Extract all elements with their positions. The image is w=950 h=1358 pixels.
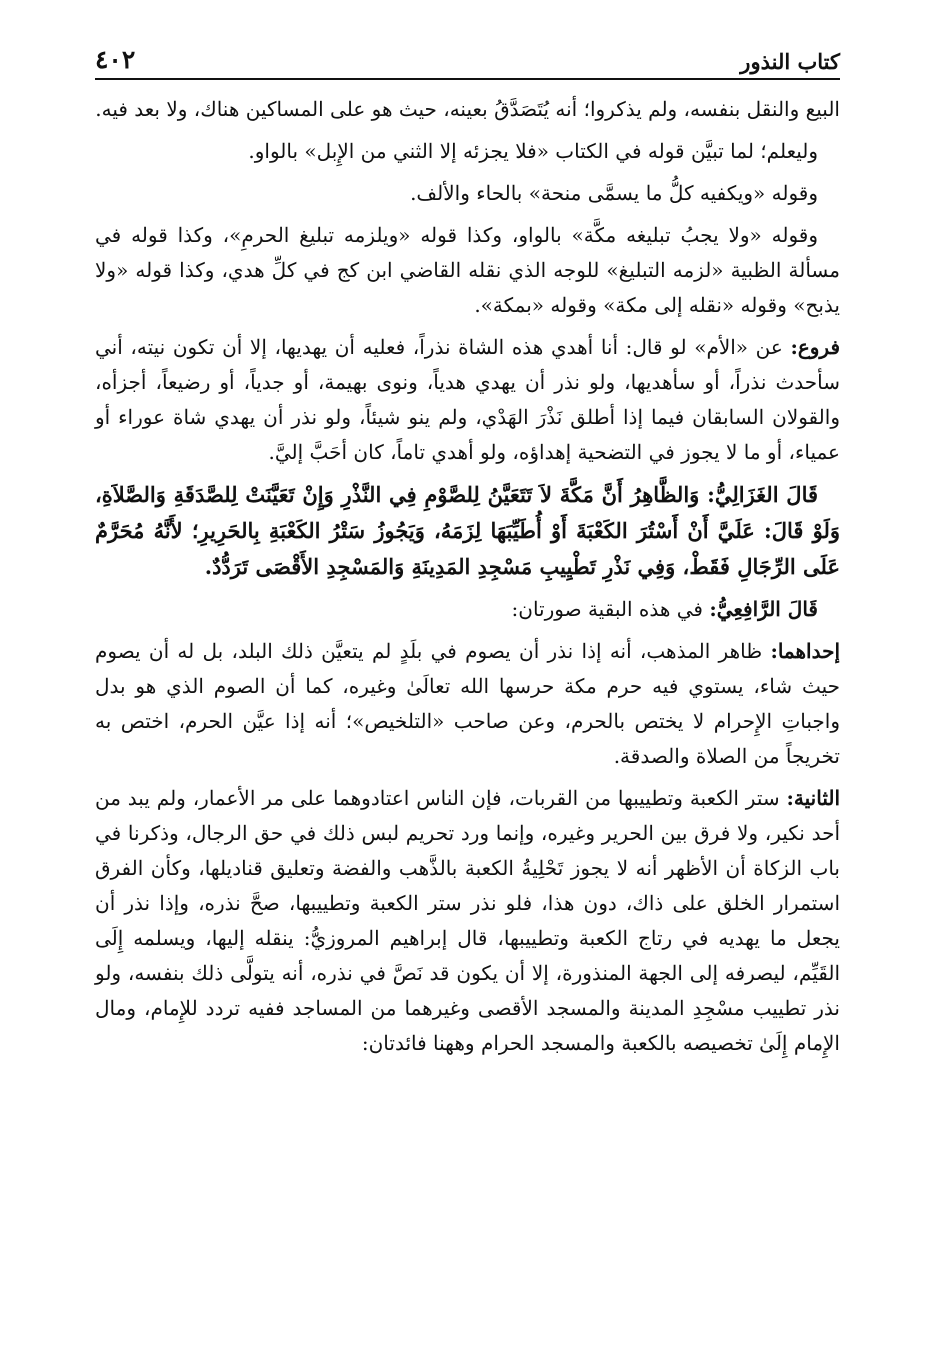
paragraph-text: ستر الكعبة وتطييبها من القربات، فإن الناس اعتادوهما على مر الأعمار، ولم يبد من أحد نكير، ولا فرق بين الحرير وغيره، وإنما ورد تحريم لبس ذلك في حق الرجال، وذكرنا في باب الزكاة أن الأظهر أنه لا يجوز تَحْلِيةُ الكعبة بالذَّهب والفضة وتعليق قناديلها، وكأن الفرق استمرار الخلق على ذاك، دون هذا، فلو نذر ستر الكعبة وتطييبها، صحَّ نذره، وإذا نذر أن يجعل ما يهديه في رتاج الكعبة وتطييبها، قال إبراهيم المروزيُّ: ينقله إليها، ويسلمه إِلَى القَيِّم، ليصرفه إلى الجهة المنذورة، إلا أن يكون قد نَصَّ في نذره، أنه يتولَّى ذلك بنفسه، ولو نذر تطييب مسْجِدِ المدينة والمسجد الأقصى وغيرهما من المساجد ففيه تردد للإِمام، ومال الإِمام إِلَىٰ تخصيصه بالكعبة والمسجد الحرام وههنا فائدتان: [95, 786, 840, 1055]
book-page [95, 40, 840, 1068]
paragraph-2 [95, 134, 840, 169]
speaker-label: قَالَ الغَزَالِيُّ: [707, 482, 819, 507]
paragraph-second-form [95, 781, 840, 1061]
paragraph-1 [95, 92, 840, 127]
paragraph-label: الثانية: [786, 786, 841, 810]
paragraph-text: البيع والنقل بنفسه، ولم يذكروا؛ أنه يُتَصَدَّقُ بعينه، حيث هو على المساكين هناك، ولا بعد فيه. [95, 97, 840, 121]
paragraph-text: وليعلم؛ لما تبيَّن قوله في الكتاب «فلا يجزئه إلا الثني من الإِبل» بالواو. [248, 139, 818, 163]
running-title: كتاب النذور [740, 49, 840, 74]
paragraph-label: إحداهما: [770, 639, 840, 663]
page-header [95, 40, 840, 80]
page-number: ٤٠٢ [95, 45, 136, 74]
paragraph-text: في هذه البقية صورتان: [511, 597, 703, 621]
paragraph-furu [95, 330, 840, 470]
paragraph-text: وقوله «ويكفيه كلُّ ما يسمَّى منحة» بالحاء والألف. [410, 181, 818, 205]
paragraph-text: ظاهر المذهب، أنه إذا نذر أن يصوم في بلَدٍ لم يتعيَّن ذلك البلد، بل له أن يصوم حيث شاء، يستوي فيه حرم مكة حرسها الله تعالَىٰ وغيره، كما أن الصوم الذي هو بدل واجباتِ الإِحرام لا يختص بالحرم، وعن صاحب «التلخيص»؛ أنه إذا عيَّن الحرم، اختص به تخريجاً من الصلاة والصدقة. [95, 639, 840, 768]
paragraph-label: فروع: [790, 335, 841, 359]
paragraph-text: وقوله «ولا يجبُ تبليغه مكَّة» بالواو، وكذا قوله «ويلزمه تبليغ الحرمِ»، وكذا قوله في مسألة الظبية «لزمه التبليغ» للوجه الذي نقله القاضي ابن كج في كلِّ هدي، وكذا قوله «ولا يذبح» وقوله «نقله إلى مكة» وقوله «بمكة». [95, 223, 840, 317]
page-body [95, 92, 840, 1061]
paragraph-first-form [95, 634, 840, 774]
quote-text: وَالظَّاهِرُ أَنَّ مَكَّةَ لاَ تَتَعَيَّنُ لِلصَّوْمِ فِي النَّذْرِ وَإِنْ تَعَيَّنَتْ لِلصَّدَقَةِ وَالصَّلاَةِ، وَلَوْ قَالَ: عَلَيَّ أَنْ أَسْتُرَ الكَعْبَةَ أَوْ أُطَيِّبَهَا لِزَمَهُ، وَيَجُوزُ سَتْرُ الكَعْبَةِ بِالحَرِيرِ؛ لأَنَّهُ مُحَرَّمٌ عَلَى الرِّجَالِ فَقَطْ، وَفِي نَذْرِ تَطْيِيبِ مَسْجِدِ المَدِينَةِ وَالمَسْجِدِ الأَقْصَى تَرَدُّدٌ. [95, 482, 840, 579]
rafii-intro [95, 592, 840, 627]
ghazali-quote [95, 477, 840, 585]
speaker-label: قَالَ الرَّافِعِيُّ: [709, 597, 818, 621]
paragraph-3 [95, 176, 840, 211]
paragraph-text: عن «الأم» لو قال: أنا أهدي هذه الشاة نذراً، فعليه أن يهديها، إلا أن تكون نيته، أني سأحدث نذراً، أو سأهديها، ولو نذر أن يهدي هدياً، ونوى بهيمة، أو جدياً، أو رضيعاً، أجزأه، والقولان السابقان فيما إذا أطلق نَذْرَ الهَدْي، ولم ينو شيئاً، ولو نذر أن يهدي شاة عوراء أو عمياء، أو ما لا يجوز في التضحية إهداؤه، ولو أهدي تاماً، كان أحَبَّ إليَّ. [95, 335, 840, 464]
paragraph-4 [95, 218, 840, 323]
